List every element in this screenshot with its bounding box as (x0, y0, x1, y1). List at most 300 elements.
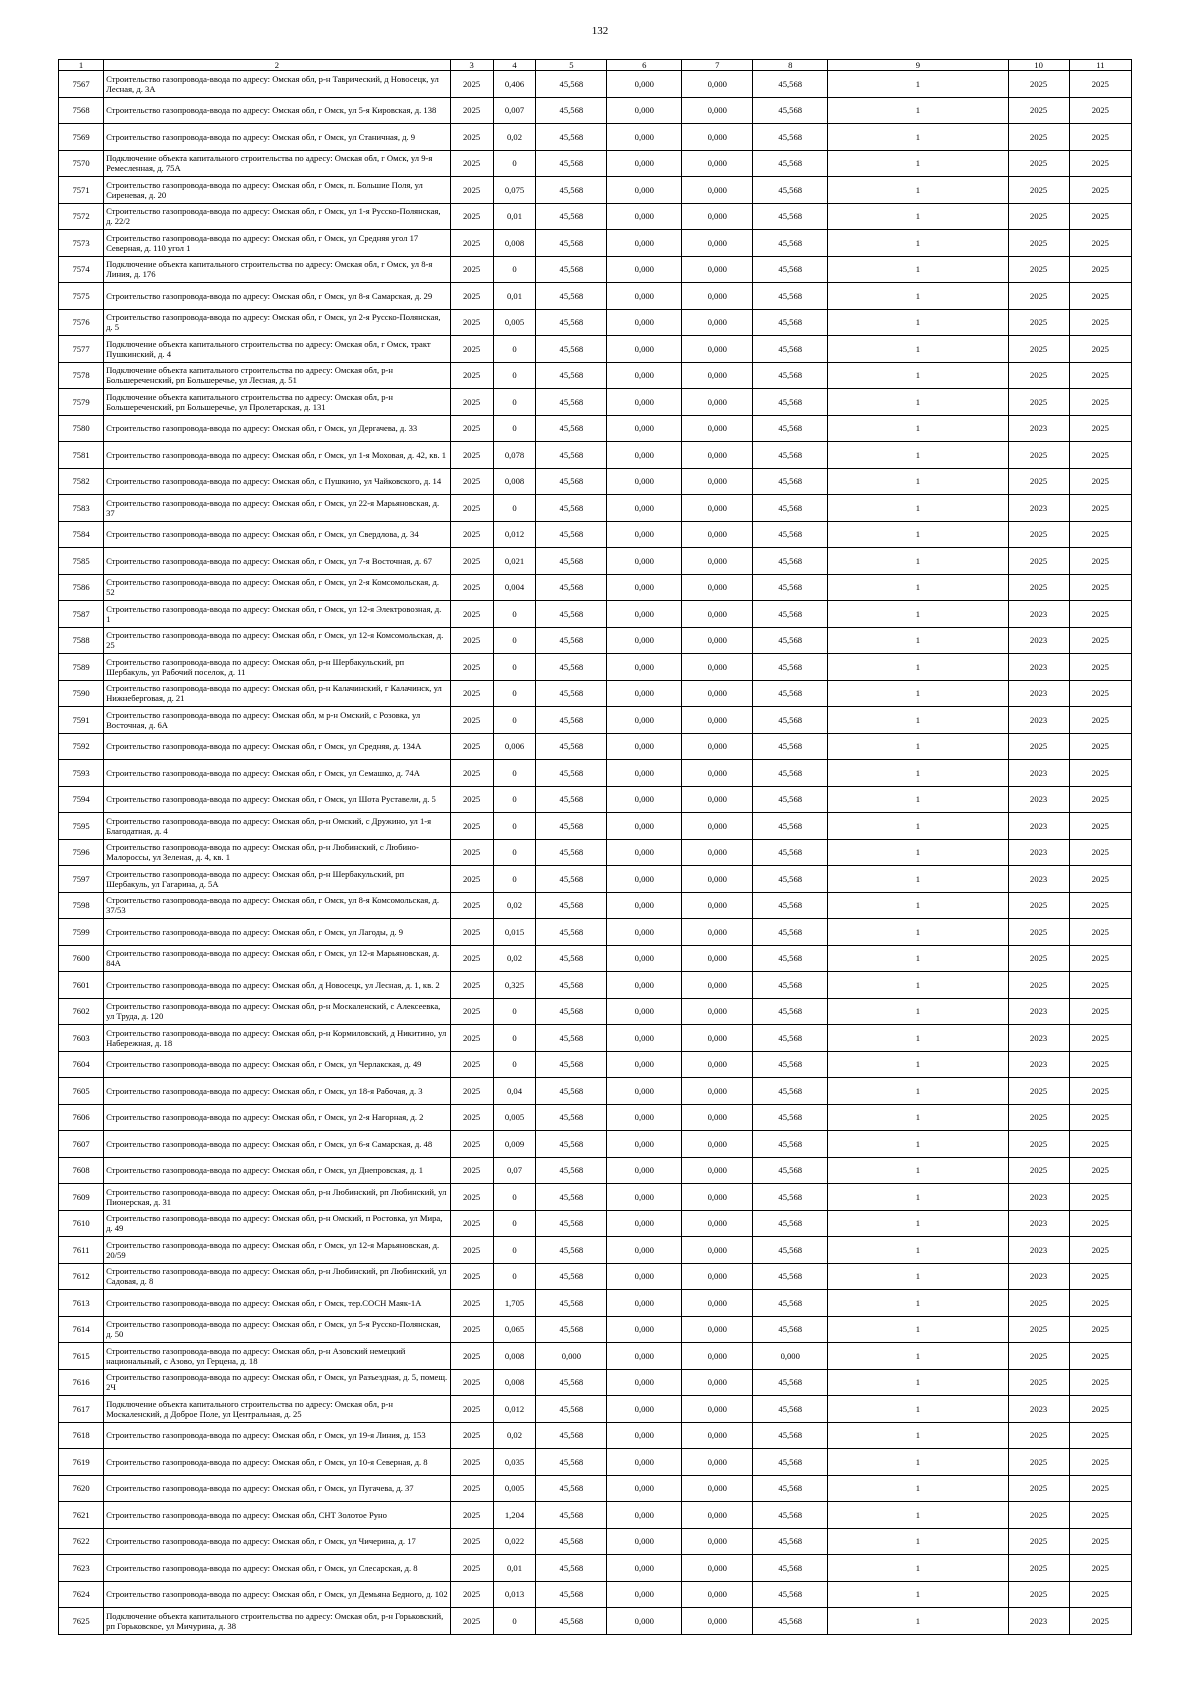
cell-col-cost: 45,568 (536, 945, 607, 972)
table-row (59, 283, 1132, 310)
cell-col-year: 2025 (450, 1422, 493, 1449)
cell-col-6: 0,000 (607, 1290, 682, 1317)
table-row (59, 1449, 1132, 1476)
cell-col-description: Строительство газопровода-ввода по адресу: Омская обл, г Омск, ул 1-я Русско-Полянская, д. 22/2 (104, 203, 451, 230)
cell-col-description: Подключение объекта капитального строительства по адресу: Омская обл, г Омск, ул 8-я Линия, д. 176 (104, 256, 451, 283)
cell-col-cost: 45,568 (536, 442, 607, 469)
table-row (59, 1369, 1132, 1396)
cell-col-cost: 45,568 (536, 919, 607, 946)
cell-col-year: 2025 (450, 150, 493, 177)
cell-col-end-year: 2025 (1069, 972, 1131, 999)
cell-col-cost: 45,568 (536, 124, 607, 151)
cell-col-cost: 45,568 (536, 71, 607, 98)
cell-col-cost: 45,568 (536, 760, 607, 787)
cell-col-count: 1 (828, 1025, 1008, 1052)
header-col-end-year: 11 (1069, 60, 1131, 71)
cell-col-total: 45,568 (753, 866, 828, 893)
cell-col-6: 0,000 (607, 548, 682, 575)
cell-col-6: 0,000 (607, 1422, 682, 1449)
cell-col-end-year: 2025 (1069, 177, 1131, 204)
cell-col-7: 0,000 (682, 1449, 753, 1476)
cell-col-end-year: 2025 (1069, 892, 1131, 919)
table-row (59, 177, 1132, 204)
cell-col-year: 2025 (450, 1343, 493, 1370)
cell-col-count: 1 (828, 309, 1008, 336)
cell-col-cost: 45,568 (536, 866, 607, 893)
cell-col-6: 0,000 (607, 998, 682, 1025)
cell-col-6: 0,000 (607, 1078, 682, 1105)
cell-col-6: 0,000 (607, 1528, 682, 1555)
cell-col-length: 0,013 (493, 1581, 536, 1608)
cell-col-cost: 45,568 (536, 1025, 607, 1052)
cell-col-7: 0,000 (682, 601, 753, 628)
cell-col-number: 7582 (59, 468, 104, 495)
cell-col-6: 0,000 (607, 521, 682, 548)
table-body (59, 71, 1132, 1635)
cell-col-6: 0,000 (607, 283, 682, 310)
cell-col-number: 7572 (59, 203, 104, 230)
cell-col-start-year: 2025 (1008, 283, 1069, 310)
cell-col-description: Подключение объекта капитального строительства по адресу: Омская обл, р-н Москаленский, д Доброе Поле, ул Центральная, д. 25 (104, 1396, 451, 1423)
cell-col-description: Строительство газопровода-ввода по адресу: Омская обл, г Омск, ул Лагоды, д. 9 (104, 919, 451, 946)
cell-col-start-year: 2025 (1008, 336, 1069, 363)
cell-col-start-year: 2023 (1008, 1396, 1069, 1423)
cell-col-total: 45,568 (753, 389, 828, 416)
cell-col-end-year: 2025 (1069, 97, 1131, 124)
cell-col-year: 2025 (450, 1051, 493, 1078)
cell-col-year: 2025 (450, 1157, 493, 1184)
cell-col-year: 2025 (450, 627, 493, 654)
table-row (59, 839, 1132, 866)
cell-col-year: 2025 (450, 71, 493, 98)
cell-col-end-year: 2025 (1069, 733, 1131, 760)
cell-col-7: 0,000 (682, 1263, 753, 1290)
cell-col-cost: 45,568 (536, 415, 607, 442)
header-col-description: 2 (104, 60, 451, 71)
cell-col-description: Строительство газопровода-ввода по адресу: Омская обл, г Омск, ул 19-я Линия, д. 153 (104, 1422, 451, 1449)
cell-col-6: 0,000 (607, 71, 682, 98)
cell-col-end-year: 2025 (1069, 1025, 1131, 1052)
document-table (58, 59, 1132, 1635)
cell-col-description: Строительство газопровода-ввода по адресу: Омская обл, г Омск, ул 10-я Северная, д. 8 (104, 1449, 451, 1476)
cell-col-6: 0,000 (607, 124, 682, 151)
cell-col-cost: 45,568 (536, 1449, 607, 1476)
cell-col-cost: 45,568 (536, 813, 607, 840)
cell-col-6: 0,000 (607, 945, 682, 972)
cell-col-description: Подключение объекта капитального строительства по адресу: Омская обл, р-н Горьковский, рп Горьковское, ул Мичурина, д. 38 (104, 1608, 451, 1635)
table-row (59, 1290, 1132, 1317)
cell-col-7: 0,000 (682, 362, 753, 389)
cell-col-end-year: 2025 (1069, 1157, 1131, 1184)
cell-col-cost: 45,568 (536, 998, 607, 1025)
cell-col-count: 1 (828, 601, 1008, 628)
cell-col-description: Строительство газопровода-ввода по адресу: Омская обл, г Омск, ул 22-я Марьяновская, д. 37 (104, 495, 451, 522)
cell-col-length: 0,325 (493, 972, 536, 999)
cell-col-year: 2025 (450, 919, 493, 946)
cell-col-length: 0 (493, 1608, 536, 1635)
cell-col-length: 0 (493, 680, 536, 707)
cell-col-start-year: 2023 (1008, 680, 1069, 707)
table-row (59, 415, 1132, 442)
cell-col-start-year: 2025 (1008, 256, 1069, 283)
cell-col-count: 1 (828, 521, 1008, 548)
cell-col-start-year: 2025 (1008, 230, 1069, 257)
cell-col-description: Строительство газопровода-ввода по адресу: Омская обл, р-н Любинский, рп Любинский, ул Пионерская, д. 31 (104, 1184, 451, 1211)
cell-col-year: 2025 (450, 972, 493, 999)
cell-col-cost: 0,000 (536, 1343, 607, 1370)
cell-col-year: 2025 (450, 760, 493, 787)
cell-col-total: 45,568 (753, 71, 828, 98)
cell-col-count: 1 (828, 1210, 1008, 1237)
header-col-year: 3 (450, 60, 493, 71)
cell-col-length: 0,02 (493, 945, 536, 972)
cell-col-total: 45,568 (753, 442, 828, 469)
cell-col-7: 0,000 (682, 203, 753, 230)
cell-col-year: 2025 (450, 1369, 493, 1396)
cell-col-year: 2025 (450, 97, 493, 124)
cell-col-6: 0,000 (607, 707, 682, 734)
cell-col-6: 0,000 (607, 1608, 682, 1635)
cell-col-description: Строительство газопровода-ввода по адресу: Омская обл, СНТ Золотое Руно (104, 1502, 451, 1529)
cell-col-count: 1 (828, 866, 1008, 893)
cell-col-length: 0,065 (493, 1316, 536, 1343)
table-row (59, 389, 1132, 416)
cell-col-7: 0,000 (682, 1475, 753, 1502)
cell-col-7: 0,000 (682, 972, 753, 999)
cell-col-7: 0,000 (682, 627, 753, 654)
table-row (59, 1422, 1132, 1449)
table-row (59, 919, 1132, 946)
cell-col-start-year: 2023 (1008, 627, 1069, 654)
cell-col-7: 0,000 (682, 1051, 753, 1078)
cell-col-total: 45,568 (753, 124, 828, 151)
cell-col-total: 45,568 (753, 1475, 828, 1502)
table-row (59, 707, 1132, 734)
cell-col-description: Строительство газопровода-ввода по адресу: Омская обл, р-н Шербакульский, рп Шербакуль, ул Гагарина, д. 5А (104, 866, 451, 893)
cell-col-year: 2025 (450, 1396, 493, 1423)
cell-col-6: 0,000 (607, 415, 682, 442)
cell-col-7: 0,000 (682, 442, 753, 469)
cell-col-7: 0,000 (682, 1581, 753, 1608)
cell-col-number: 7622 (59, 1528, 104, 1555)
cell-col-cost: 45,568 (536, 1608, 607, 1635)
cell-col-end-year: 2025 (1069, 945, 1131, 972)
cell-col-count: 1 (828, 574, 1008, 601)
cell-col-year: 2025 (450, 733, 493, 760)
cell-col-count: 1 (828, 839, 1008, 866)
cell-col-total: 45,568 (753, 1051, 828, 1078)
table-row (59, 627, 1132, 654)
cell-col-year: 2025 (450, 574, 493, 601)
cell-col-start-year: 2025 (1008, 97, 1069, 124)
cell-col-year: 2025 (450, 283, 493, 310)
cell-col-total: 45,568 (753, 1263, 828, 1290)
table-row (59, 786, 1132, 813)
cell-col-7: 0,000 (682, 336, 753, 363)
cell-col-6: 0,000 (607, 813, 682, 840)
cell-col-total: 45,568 (753, 362, 828, 389)
cell-col-description: Строительство газопровода-ввода по адресу: Омская обл, г Омск, ул 2-я Комсомольская, д. 52 (104, 574, 451, 601)
table-row (59, 1528, 1132, 1555)
cell-col-6: 0,000 (607, 336, 682, 363)
cell-col-7: 0,000 (682, 1131, 753, 1158)
cell-col-count: 1 (828, 1475, 1008, 1502)
table-row (59, 680, 1132, 707)
cell-col-length: 0,406 (493, 71, 536, 98)
cell-col-7: 0,000 (682, 919, 753, 946)
cell-col-length: 0,009 (493, 1131, 536, 1158)
cell-col-year: 2025 (450, 1528, 493, 1555)
table-row (59, 1502, 1132, 1529)
cell-col-number: 7578 (59, 362, 104, 389)
cell-col-6: 0,000 (607, 442, 682, 469)
table-row (59, 654, 1132, 681)
cell-col-6: 0,000 (607, 1184, 682, 1211)
cell-col-description: Подключение объекта капитального строительства по адресу: Омская обл, г Омск, ул 9-я Ремесленная, д. 75А (104, 150, 451, 177)
cell-col-start-year: 2025 (1008, 1290, 1069, 1317)
cell-col-description: Строительство газопровода-ввода по адресу: Омская обл, г Омск, ул Слесарская, д. 8 (104, 1555, 451, 1582)
table-row (59, 1263, 1132, 1290)
cell-col-cost: 45,568 (536, 680, 607, 707)
cell-col-total: 45,568 (753, 203, 828, 230)
cell-col-number: 7612 (59, 1263, 104, 1290)
cell-col-cost: 45,568 (536, 1475, 607, 1502)
cell-col-cost: 45,568 (536, 839, 607, 866)
cell-col-year: 2025 (450, 177, 493, 204)
cell-col-count: 1 (828, 1422, 1008, 1449)
cell-col-end-year: 2025 (1069, 680, 1131, 707)
cell-col-number: 7577 (59, 336, 104, 363)
cell-col-count: 1 (828, 1051, 1008, 1078)
cell-col-number: 7614 (59, 1316, 104, 1343)
cell-col-end-year: 2025 (1069, 1131, 1131, 1158)
cell-col-start-year: 2023 (1008, 1263, 1069, 1290)
cell-col-cost: 45,568 (536, 495, 607, 522)
cell-col-cost: 45,568 (536, 1263, 607, 1290)
cell-col-number: 7615 (59, 1343, 104, 1370)
cell-col-end-year: 2025 (1069, 1316, 1131, 1343)
cell-col-length: 0,035 (493, 1449, 536, 1476)
cell-col-description: Строительство газопровода-ввода по адресу: Омская обл, р-н Омский, п Ростовка, ул Мира, д. 49 (104, 1210, 451, 1237)
cell-col-7: 0,000 (682, 1184, 753, 1211)
cell-col-length: 0,015 (493, 919, 536, 946)
cell-col-count: 1 (828, 707, 1008, 734)
cell-col-end-year: 2025 (1069, 1555, 1131, 1582)
cell-col-year: 2025 (450, 866, 493, 893)
cell-col-length: 0 (493, 415, 536, 442)
cell-col-start-year: 2025 (1008, 1104, 1069, 1131)
cell-col-year: 2025 (450, 813, 493, 840)
table-row (59, 362, 1132, 389)
cell-col-description: Строительство газопровода-ввода по адресу: Омская обл, р-н Шербакульский, рп Шербакуль, ул Рабочий поселок, д. 11 (104, 654, 451, 681)
cell-col-6: 0,000 (607, 892, 682, 919)
cell-col-end-year: 2025 (1069, 839, 1131, 866)
cell-col-cost: 45,568 (536, 256, 607, 283)
cell-col-7: 0,000 (682, 1104, 753, 1131)
cell-col-year: 2025 (450, 1608, 493, 1635)
cell-col-cost: 45,568 (536, 283, 607, 310)
cell-col-description: Строительство газопровода-ввода по адресу: Омская обл, г Омск, ул 5-я Кировская, д. 138 (104, 97, 451, 124)
cell-col-number: 7571 (59, 177, 104, 204)
cell-col-number: 7591 (59, 707, 104, 734)
cell-col-end-year: 2025 (1069, 1078, 1131, 1105)
cell-col-description: Строительство газопровода-ввода по адресу: Омская обл, г Омск, ул 7-я Восточная, д. 67 (104, 548, 451, 575)
cell-col-description: Строительство газопровода-ввода по адресу: Омская обл, м р-н Омский, с Розовка, ул Восточная, д. 6А (104, 707, 451, 734)
cell-col-end-year: 2025 (1069, 627, 1131, 654)
cell-col-start-year: 2025 (1008, 468, 1069, 495)
cell-col-7: 0,000 (682, 1502, 753, 1529)
cell-col-7: 0,000 (682, 866, 753, 893)
cell-col-length: 0 (493, 1051, 536, 1078)
cell-col-length: 0,07 (493, 1157, 536, 1184)
cell-col-length: 0 (493, 760, 536, 787)
cell-col-7: 0,000 (682, 733, 753, 760)
cell-col-number: 7605 (59, 1078, 104, 1105)
cell-col-total: 45,568 (753, 919, 828, 946)
cell-col-end-year: 2025 (1069, 1502, 1131, 1529)
cell-col-cost: 45,568 (536, 1078, 607, 1105)
cell-col-total: 45,568 (753, 1369, 828, 1396)
cell-col-6: 0,000 (607, 1502, 682, 1529)
cell-col-6: 0,000 (607, 203, 682, 230)
cell-col-year: 2025 (450, 1184, 493, 1211)
table-row (59, 1396, 1132, 1423)
cell-col-description: Строительство газопровода-ввода по адресу: Омская обл, г Омск, ул Демьяна Бедного, д. 102 (104, 1581, 451, 1608)
cell-col-length: 0 (493, 1210, 536, 1237)
cell-col-year: 2025 (450, 362, 493, 389)
table-row (59, 945, 1132, 972)
cell-col-end-year: 2025 (1069, 256, 1131, 283)
cell-col-total: 45,568 (753, 945, 828, 972)
cell-col-cost: 45,568 (536, 1422, 607, 1449)
cell-col-cost: 45,568 (536, 1237, 607, 1264)
cell-col-cost: 45,568 (536, 786, 607, 813)
cell-col-count: 1 (828, 203, 1008, 230)
cell-col-cost: 45,568 (536, 468, 607, 495)
cell-col-length: 0,012 (493, 521, 536, 548)
cell-col-number: 7581 (59, 442, 104, 469)
cell-col-7: 0,000 (682, 1290, 753, 1317)
cell-col-7: 0,000 (682, 1422, 753, 1449)
cell-col-7: 0,000 (682, 230, 753, 257)
cell-col-end-year: 2025 (1069, 230, 1131, 257)
cell-col-number: 7599 (59, 919, 104, 946)
cell-col-description: Строительство газопровода-ввода по адресу: Омская обл, р-н Омский, с Дружино, ул 1-я Благодатная, д. 4 (104, 813, 451, 840)
cell-col-start-year: 2025 (1008, 521, 1069, 548)
cell-col-total: 45,568 (753, 468, 828, 495)
cell-col-end-year: 2025 (1069, 786, 1131, 813)
cell-col-7: 0,000 (682, 97, 753, 124)
cell-col-end-year: 2025 (1069, 1608, 1131, 1635)
cell-col-year: 2025 (450, 1475, 493, 1502)
cell-col-start-year: 2023 (1008, 786, 1069, 813)
cell-col-7: 0,000 (682, 945, 753, 972)
cell-col-7: 0,000 (682, 1157, 753, 1184)
cell-col-7: 0,000 (682, 707, 753, 734)
cell-col-year: 2025 (450, 654, 493, 681)
cell-col-length: 1,204 (493, 1502, 536, 1529)
cell-col-start-year: 2025 (1008, 362, 1069, 389)
cell-col-7: 0,000 (682, 813, 753, 840)
cell-col-6: 0,000 (607, 786, 682, 813)
cell-col-year: 2025 (450, 1078, 493, 1105)
cell-col-length: 0 (493, 654, 536, 681)
cell-col-6: 0,000 (607, 1581, 682, 1608)
cell-col-end-year: 2025 (1069, 998, 1131, 1025)
cell-col-total: 45,568 (753, 1290, 828, 1317)
cell-col-year: 2025 (450, 1290, 493, 1317)
cell-col-number: 7574 (59, 256, 104, 283)
cell-col-year: 2025 (450, 1210, 493, 1237)
cell-col-description: Строительство газопровода-ввода по адресу: Омская обл, г Омск, ул 8-я Самарская, д. 29 (104, 283, 451, 310)
cell-col-start-year: 2025 (1008, 1475, 1069, 1502)
cell-col-start-year: 2023 (1008, 1184, 1069, 1211)
cell-col-total: 45,568 (753, 972, 828, 999)
cell-col-end-year: 2025 (1069, 415, 1131, 442)
cell-col-7: 0,000 (682, 1025, 753, 1052)
cell-col-6: 0,000 (607, 495, 682, 522)
cell-col-7: 0,000 (682, 150, 753, 177)
cell-col-6: 0,000 (607, 1025, 682, 1052)
cell-col-length: 0,005 (493, 309, 536, 336)
cell-col-year: 2025 (450, 548, 493, 575)
cell-col-total: 45,568 (753, 654, 828, 681)
cell-col-end-year: 2025 (1069, 336, 1131, 363)
cell-col-end-year: 2025 (1069, 442, 1131, 469)
cell-col-6: 0,000 (607, 1104, 682, 1131)
cell-col-description: Строительство газопровода-ввода по адресу: Омская обл, р-н Любинский, с Любино-Малороссы, ул Зеленая, д. 4, кв. 1 (104, 839, 451, 866)
cell-col-year: 2025 (450, 1237, 493, 1264)
table-row (59, 813, 1132, 840)
cell-col-description: Строительство газопровода-ввода по адресу: Омская обл, г Омск, ул Средняя угол 17 Северная, д. 110 угол 1 (104, 230, 451, 257)
cell-col-start-year: 2025 (1008, 1581, 1069, 1608)
cell-col-cost: 45,568 (536, 1316, 607, 1343)
cell-col-end-year: 2025 (1069, 1475, 1131, 1502)
cell-col-number: 7576 (59, 309, 104, 336)
cell-col-6: 0,000 (607, 1396, 682, 1423)
cell-col-description: Строительство газопровода-ввода по адресу: Омская обл, г Омск, ул 8-я Комсомольская, д. 37/53 (104, 892, 451, 919)
cell-col-cost: 45,568 (536, 1157, 607, 1184)
table-row (59, 760, 1132, 787)
cell-col-count: 1 (828, 97, 1008, 124)
table-row (59, 1184, 1132, 1211)
table-row (59, 1078, 1132, 1105)
cell-col-count: 1 (828, 230, 1008, 257)
cell-col-cost: 45,568 (536, 548, 607, 575)
cell-col-description: Строительство газопровода-ввода по адресу: Омская обл, р-н Любинский, рп Любинский, ул Садовая, д. 8 (104, 1263, 451, 1290)
cell-col-end-year: 2025 (1069, 1369, 1131, 1396)
cell-col-6: 0,000 (607, 680, 682, 707)
cell-col-end-year: 2025 (1069, 521, 1131, 548)
cell-col-7: 0,000 (682, 1528, 753, 1555)
cell-col-6: 0,000 (607, 601, 682, 628)
table-row (59, 1316, 1132, 1343)
cell-col-start-year: 2023 (1008, 1210, 1069, 1237)
cell-col-start-year: 2025 (1008, 919, 1069, 946)
cell-col-description: Строительство газопровода-ввода по адресу: Омская обл, р-н Азовский немецкий национальный, с Азово, ул Герцена, д. 18 (104, 1343, 451, 1370)
cell-col-cost: 45,568 (536, 389, 607, 416)
cell-col-length: 0 (493, 866, 536, 893)
cell-col-7: 0,000 (682, 654, 753, 681)
cell-col-number: 7606 (59, 1104, 104, 1131)
cell-col-description: Строительство газопровода-ввода по адресу: Омская обл, г Омск, ул 5-я Русско-Полянская, д. 50 (104, 1316, 451, 1343)
cell-col-number: 7592 (59, 733, 104, 760)
cell-col-end-year: 2025 (1069, 1051, 1131, 1078)
cell-col-year: 2025 (450, 1263, 493, 1290)
table-row (59, 468, 1132, 495)
cell-col-6: 0,000 (607, 760, 682, 787)
table-row (59, 1051, 1132, 1078)
